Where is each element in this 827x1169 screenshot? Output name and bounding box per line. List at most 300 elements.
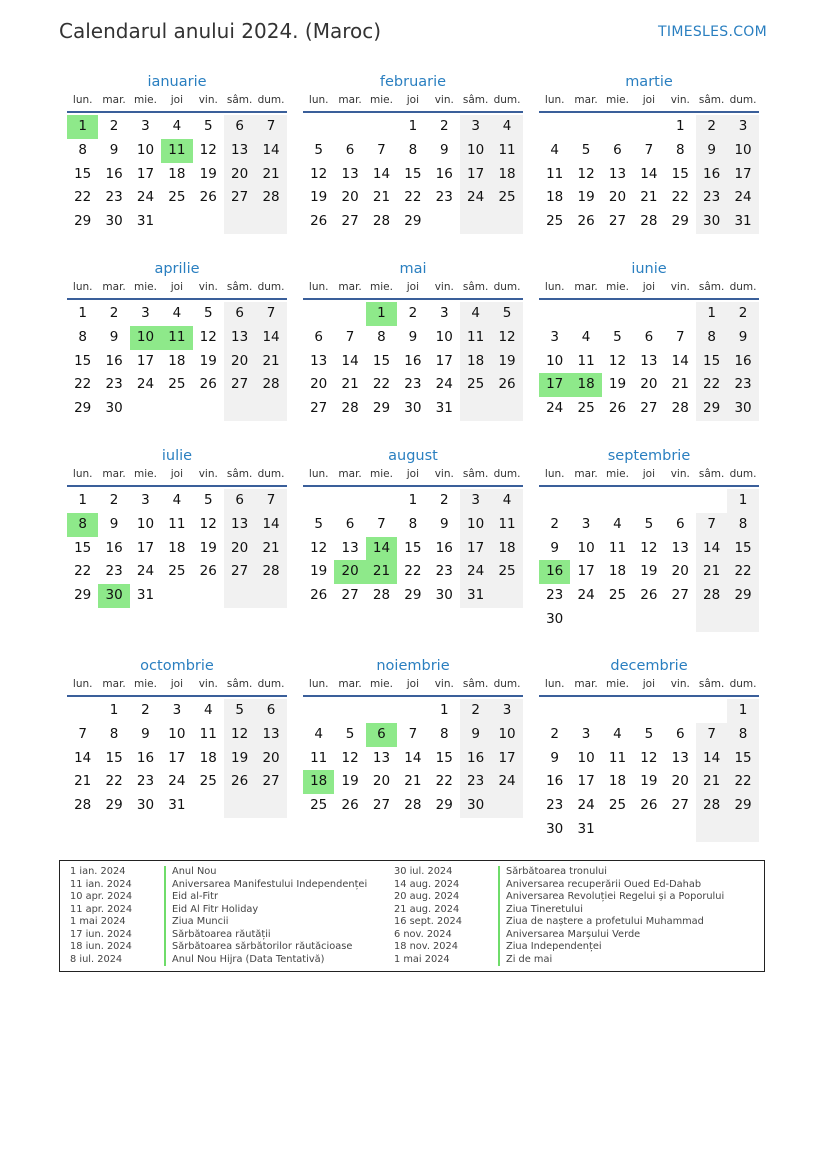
day-cell[interactable]: 1 xyxy=(408,492,418,508)
day-cell[interactable]: 24 xyxy=(460,560,491,584)
day-cell[interactable]: 25 xyxy=(460,373,491,397)
day-cell[interactable]: 3 xyxy=(581,725,591,742)
day-cell[interactable]: 13 xyxy=(341,539,359,556)
day-cell[interactable]: 29 xyxy=(696,397,727,421)
day-cell[interactable]: 3 xyxy=(581,515,591,532)
day-cell[interactable]: 24 xyxy=(435,376,453,393)
day-cell[interactable]: 4 xyxy=(172,305,182,321)
day-cell[interactable]: 7 xyxy=(255,489,286,513)
day-cell[interactable]: 6 xyxy=(613,141,622,158)
day-cell[interactable]: 20 xyxy=(310,376,328,393)
day-cell[interactable]: 16 xyxy=(435,165,453,182)
day-cell[interactable]: 7 xyxy=(377,515,386,532)
day-cell[interactable]: 24 xyxy=(546,400,564,417)
day-cell[interactable]: 26 xyxy=(577,213,595,230)
day-cell[interactable]: 5 xyxy=(224,699,255,723)
day-cell[interactable]: 24 xyxy=(460,186,491,210)
day-cell[interactable]: 21 xyxy=(671,376,689,393)
day-cell[interactable]: 7 xyxy=(345,328,355,345)
day-cell[interactable]: 2 xyxy=(109,492,119,508)
day-cell[interactable]: 10 xyxy=(136,141,155,158)
day-cell[interactable]: 31 xyxy=(727,210,758,234)
day-cell[interactable]: 6 xyxy=(675,515,685,532)
day-cell[interactable]: 11 xyxy=(161,326,192,350)
day-cell[interactable]: 19 xyxy=(640,563,658,580)
day-cell[interactable]: 17 xyxy=(727,163,758,187)
day-cell[interactable]: 20 xyxy=(334,560,365,584)
day-cell[interactable]: 15 xyxy=(727,747,758,771)
day-cell[interactable]: 14 xyxy=(366,537,397,561)
day-cell[interactable]: 10 xyxy=(727,139,758,163)
day-cell[interactable]: 8 xyxy=(439,725,449,742)
day-cell[interactable]: 15 xyxy=(404,165,422,182)
day-cell[interactable]: 28 xyxy=(341,400,359,417)
day-cell[interactable]: 10 xyxy=(546,352,564,369)
day-cell[interactable]: 21 xyxy=(255,350,286,374)
day-cell[interactable]: 26 xyxy=(224,770,255,794)
day-cell[interactable]: 10 xyxy=(460,513,491,537)
day-cell[interactable]: 20 xyxy=(255,747,286,771)
day-cell[interactable]: 20 xyxy=(224,537,255,561)
day-cell[interactable]: 2 xyxy=(408,305,418,321)
day-cell[interactable]: 29 xyxy=(727,584,758,608)
day-cell[interactable]: 16 xyxy=(136,749,155,766)
day-cell[interactable]: 17 xyxy=(577,563,595,580)
day-cell[interactable]: 27 xyxy=(341,587,359,604)
day-cell[interactable]: 26 xyxy=(199,189,217,206)
day-cell[interactable]: 18 xyxy=(491,163,522,187)
day-cell[interactable]: 11 xyxy=(546,165,564,182)
day-cell[interactable]: 16 xyxy=(105,165,123,182)
day-cell[interactable]: 23 xyxy=(435,563,453,580)
day-cell[interactable]: 17 xyxy=(136,539,155,556)
day-cell[interactable]: 2 xyxy=(696,115,727,139)
day-cell[interactable]: 19 xyxy=(310,563,328,580)
day-cell[interactable]: 1 xyxy=(366,302,397,326)
day-cell[interactable]: 21 xyxy=(640,189,658,206)
day-cell[interactable]: 16 xyxy=(404,352,422,369)
day-cell[interactable]: 28 xyxy=(74,797,92,814)
day-cell[interactable]: 13 xyxy=(640,352,658,369)
day-cell[interactable]: 30 xyxy=(136,797,155,814)
day-cell[interactable]: 1 xyxy=(78,492,87,508)
day-cell[interactable]: 3 xyxy=(727,115,758,139)
day-cell[interactable]: 3 xyxy=(141,305,150,321)
day-cell[interactable]: 7 xyxy=(696,513,727,537)
day-cell[interactable]: 2 xyxy=(141,702,150,718)
day-cell[interactable]: 12 xyxy=(640,539,658,556)
day-cell[interactable]: 18 xyxy=(168,165,186,182)
day-cell[interactable]: 27 xyxy=(640,400,658,417)
day-cell[interactable]: 10 xyxy=(136,515,155,532)
day-cell[interactable]: 17 xyxy=(168,749,186,766)
day-cell[interactable]: 9 xyxy=(550,539,559,556)
day-cell[interactable]: 13 xyxy=(341,165,359,182)
day-cell[interactable]: 4 xyxy=(581,328,591,345)
day-cell[interactable]: 9 xyxy=(550,749,559,766)
day-cell[interactable]: 30 xyxy=(460,794,491,818)
day-cell[interactable]: 15 xyxy=(372,352,391,369)
day-cell[interactable]: 4 xyxy=(172,492,182,508)
day-cell[interactable]: 2 xyxy=(727,302,758,326)
day-cell[interactable]: 3 xyxy=(141,492,150,508)
day-cell[interactable]: 27 xyxy=(224,186,255,210)
day-cell[interactable]: 11 xyxy=(161,139,192,163)
day-cell[interactable]: 29 xyxy=(74,400,92,417)
day-cell[interactable]: 10 xyxy=(435,328,453,345)
day-cell[interactable]: 14 xyxy=(671,352,689,369)
day-cell[interactable]: 21 xyxy=(696,560,727,584)
day-cell[interactable]: 4 xyxy=(172,118,182,134)
day-cell[interactable]: 2 xyxy=(109,305,119,321)
day-cell[interactable]: 17 xyxy=(491,747,522,771)
day-cell[interactable]: 26 xyxy=(608,400,627,417)
day-cell[interactable]: 12 xyxy=(608,352,627,369)
day-cell[interactable]: 18 xyxy=(303,770,334,794)
day-cell[interactable]: 16 xyxy=(105,352,123,369)
day-cell[interactable]: 10 xyxy=(130,326,161,350)
day-cell[interactable]: 29 xyxy=(404,213,422,230)
day-cell[interactable]: 31 xyxy=(435,400,453,417)
day-cell[interactable]: 11 xyxy=(460,326,491,350)
day-cell[interactable]: 10 xyxy=(577,749,595,766)
day-cell[interactable]: 8 xyxy=(727,513,758,537)
day-cell[interactable]: 26 xyxy=(341,797,359,814)
day-cell[interactable]: 22 xyxy=(74,189,92,206)
day-cell[interactable]: 7 xyxy=(255,115,286,139)
day-cell[interactable]: 14 xyxy=(255,139,286,163)
day-cell[interactable]: 23 xyxy=(105,189,123,206)
day-cell[interactable]: 21 xyxy=(255,537,286,561)
day-cell[interactable]: 28 xyxy=(372,587,391,604)
day-cell[interactable]: 4 xyxy=(613,725,622,742)
day-cell[interactable]: 16 xyxy=(539,560,570,584)
day-cell[interactable]: 8 xyxy=(696,326,727,350)
day-cell[interactable]: 19 xyxy=(199,539,217,556)
day-cell[interactable]: 5 xyxy=(581,141,591,158)
day-cell[interactable]: 26 xyxy=(199,563,217,580)
day-cell[interactable]: 19 xyxy=(199,165,217,182)
day-cell[interactable]: 29 xyxy=(372,400,391,417)
day-cell[interactable]: 7 xyxy=(78,725,87,742)
day-cell[interactable]: 19 xyxy=(577,189,595,206)
day-cell[interactable]: 13 xyxy=(224,139,255,163)
day-cell[interactable]: 17 xyxy=(539,373,570,397)
day-cell[interactable]: 16 xyxy=(546,773,564,790)
day-cell[interactable]: 27 xyxy=(608,213,627,230)
day-cell[interactable]: 30 xyxy=(98,584,129,608)
day-cell[interactable]: 7 xyxy=(696,723,727,747)
day-cell[interactable]: 19 xyxy=(199,352,217,369)
day-cell[interactable]: 8 xyxy=(78,328,87,345)
day-cell[interactable]: 2 xyxy=(439,118,449,134)
day-cell[interactable]: 16 xyxy=(435,539,453,556)
day-cell[interactable]: 13 xyxy=(671,749,689,766)
day-cell[interactable]: 10 xyxy=(460,139,491,163)
day-cell[interactable]: 22 xyxy=(74,563,92,580)
day-cell[interactable]: 15 xyxy=(74,539,92,556)
day-cell[interactable]: 28 xyxy=(404,797,422,814)
day-cell[interactable]: 5 xyxy=(644,515,654,532)
day-cell[interactable]: 1 xyxy=(67,115,98,139)
day-cell[interactable]: 5 xyxy=(314,141,323,158)
day-cell[interactable]: 17 xyxy=(460,163,491,187)
day-cell[interactable]: 7 xyxy=(644,141,654,158)
day-cell[interactable]: 8 xyxy=(377,328,386,345)
day-cell[interactable]: 9 xyxy=(696,139,727,163)
day-cell[interactable]: 7 xyxy=(255,302,286,326)
day-cell[interactable]: 2 xyxy=(439,492,449,508)
day-cell[interactable]: 9 xyxy=(109,141,119,158)
day-cell[interactable]: 15 xyxy=(74,165,92,182)
day-cell[interactable]: 16 xyxy=(696,163,727,187)
day-cell[interactable]: 26 xyxy=(640,797,658,814)
day-cell[interactable]: 1 xyxy=(439,702,449,718)
day-cell[interactable]: 8 xyxy=(67,513,98,537)
day-cell[interactable]: 21 xyxy=(74,773,92,790)
day-cell[interactable]: 25 xyxy=(168,189,186,206)
day-cell[interactable]: 13 xyxy=(224,513,255,537)
day-cell[interactable]: 4 xyxy=(550,141,559,158)
day-cell[interactable]: 19 xyxy=(491,350,522,374)
day-cell[interactable]: 15 xyxy=(435,749,453,766)
day-cell[interactable]: 27 xyxy=(224,560,255,584)
day-cell[interactable]: 6 xyxy=(224,489,255,513)
day-cell[interactable]: 27 xyxy=(224,373,255,397)
day-cell[interactable]: 28 xyxy=(255,373,286,397)
day-cell[interactable]: 5 xyxy=(613,328,622,345)
day-cell[interactable]: 14 xyxy=(341,352,359,369)
day-cell[interactable]: 18 xyxy=(608,773,627,790)
day-cell[interactable]: 20 xyxy=(608,189,627,206)
day-cell[interactable]: 16 xyxy=(460,747,491,771)
day-cell[interactable]: 12 xyxy=(491,326,522,350)
day-cell[interactable]: 19 xyxy=(310,189,328,206)
day-cell[interactable]: 22 xyxy=(696,373,727,397)
day-cell[interactable]: 22 xyxy=(74,376,92,393)
day-cell[interactable]: 23 xyxy=(435,189,453,206)
day-cell[interactable]: 19 xyxy=(608,376,627,393)
day-cell[interactable]: 3 xyxy=(460,489,491,513)
day-cell[interactable]: 23 xyxy=(696,186,727,210)
day-cell[interactable]: 5 xyxy=(314,515,323,532)
day-cell[interactable]: 29 xyxy=(74,587,92,604)
day-cell[interactable]: 26 xyxy=(310,587,328,604)
day-cell[interactable]: 15 xyxy=(74,352,92,369)
day-cell[interactable]: 4 xyxy=(613,515,622,532)
day-cell[interactable]: 27 xyxy=(671,587,689,604)
day-cell[interactable]: 15 xyxy=(404,539,422,556)
day-cell[interactable]: 23 xyxy=(546,587,564,604)
day-cell[interactable]: 28 xyxy=(255,186,286,210)
day-cell[interactable]: 11 xyxy=(310,749,328,766)
day-cell[interactable]: 17 xyxy=(460,537,491,561)
day-cell[interactable]: 28 xyxy=(696,794,727,818)
day-cell[interactable]: 18 xyxy=(199,749,217,766)
day-cell[interactable]: 11 xyxy=(608,539,627,556)
day-cell[interactable]: 20 xyxy=(224,350,255,374)
day-cell[interactable]: 24 xyxy=(727,186,758,210)
day-cell[interactable]: 8 xyxy=(408,515,418,532)
day-cell[interactable]: 7 xyxy=(377,141,386,158)
day-cell[interactable]: 23 xyxy=(727,373,758,397)
day-cell[interactable]: 3 xyxy=(491,699,522,723)
day-cell[interactable]: 5 xyxy=(203,305,213,321)
day-cell[interactable]: 24 xyxy=(577,797,595,814)
day-cell[interactable]: 25 xyxy=(199,773,217,790)
day-cell[interactable]: 1 xyxy=(109,702,119,718)
day-cell[interactable]: 14 xyxy=(74,749,92,766)
day-cell[interactable]: 30 xyxy=(696,210,727,234)
day-cell[interactable]: 11 xyxy=(491,513,522,537)
day-cell[interactable]: 21 xyxy=(372,189,391,206)
day-cell[interactable]: 9 xyxy=(439,141,449,158)
day-cell[interactable]: 8 xyxy=(109,725,119,742)
day-cell[interactable]: 12 xyxy=(577,165,595,182)
day-cell[interactable]: 20 xyxy=(224,163,255,187)
day-cell[interactable]: 9 xyxy=(727,326,758,350)
day-cell[interactable]: 12 xyxy=(640,749,658,766)
day-cell[interactable]: 3 xyxy=(172,702,182,718)
day-cell[interactable]: 25 xyxy=(168,376,186,393)
day-cell[interactable]: 27 xyxy=(671,797,689,814)
day-cell[interactable]: 20 xyxy=(372,773,391,790)
day-cell[interactable]: 22 xyxy=(404,563,422,580)
day-cell[interactable]: 11 xyxy=(168,515,186,532)
day-cell[interactable]: 21 xyxy=(341,376,359,393)
day-cell[interactable]: 13 xyxy=(608,165,627,182)
day-cell[interactable]: 5 xyxy=(644,725,654,742)
day-cell[interactable]: 8 xyxy=(408,141,418,158)
day-cell[interactable]: 28 xyxy=(255,560,286,584)
day-cell[interactable]: 22 xyxy=(727,770,758,794)
day-cell[interactable]: 12 xyxy=(199,141,217,158)
day-cell[interactable]: 18 xyxy=(570,373,601,397)
day-cell[interactable]: 3 xyxy=(550,328,559,345)
day-cell[interactable]: 14 xyxy=(372,165,391,182)
day-cell[interactable]: 25 xyxy=(168,563,186,580)
day-cell[interactable]: 30 xyxy=(546,820,564,837)
day-cell[interactable]: 9 xyxy=(439,515,449,532)
day-cell[interactable]: 30 xyxy=(546,610,564,627)
day-cell[interactable]: 23 xyxy=(105,376,123,393)
day-cell[interactable]: 11 xyxy=(608,749,627,766)
day-cell[interactable]: 22 xyxy=(435,773,453,790)
day-cell[interactable]: 4 xyxy=(491,115,522,139)
day-cell[interactable]: 26 xyxy=(199,376,217,393)
day-cell[interactable]: 30 xyxy=(105,213,123,230)
day-cell[interactable]: 30 xyxy=(727,397,758,421)
day-cell[interactable]: 18 xyxy=(491,537,522,561)
day-cell[interactable]: 29 xyxy=(727,794,758,818)
day-cell[interactable]: 14 xyxy=(640,165,658,182)
day-cell[interactable]: 19 xyxy=(341,773,359,790)
day-cell[interactable]: 14 xyxy=(255,513,286,537)
day-cell[interactable]: 6 xyxy=(314,328,323,345)
day-cell[interactable]: 15 xyxy=(671,165,689,182)
day-cell[interactable]: 15 xyxy=(105,749,123,766)
day-cell[interactable]: 4 xyxy=(460,302,491,326)
brand-link[interactable]: TIMESLES.COM xyxy=(658,24,767,40)
day-cell[interactable]: 7 xyxy=(675,328,685,345)
day-cell[interactable]: 30 xyxy=(435,587,453,604)
day-cell[interactable]: 8 xyxy=(78,141,87,158)
day-cell[interactable]: 30 xyxy=(404,400,422,417)
day-cell[interactable]: 25 xyxy=(310,797,328,814)
day-cell[interactable]: 24 xyxy=(491,770,522,794)
day-cell[interactable]: 12 xyxy=(199,328,217,345)
day-cell[interactable]: 20 xyxy=(671,773,689,790)
day-cell[interactable]: 13 xyxy=(224,326,255,350)
day-cell[interactable]: 18 xyxy=(546,189,564,206)
day-cell[interactable]: 29 xyxy=(404,587,422,604)
day-cell[interactable]: 23 xyxy=(136,773,155,790)
day-cell[interactable]: 14 xyxy=(255,326,286,350)
day-cell[interactable]: 11 xyxy=(491,139,522,163)
day-cell[interactable]: 12 xyxy=(199,515,217,532)
day-cell[interactable]: 17 xyxy=(435,352,453,369)
day-cell[interactable]: 6 xyxy=(345,141,355,158)
day-cell[interactable]: 11 xyxy=(199,725,217,742)
day-cell[interactable]: 25 xyxy=(608,797,627,814)
day-cell[interactable]: 13 xyxy=(372,749,391,766)
day-cell[interactable]: 17 xyxy=(136,352,155,369)
day-cell[interactable]: 24 xyxy=(136,563,155,580)
day-cell[interactable]: 18 xyxy=(168,539,186,556)
day-cell[interactable]: 14 xyxy=(696,537,727,561)
day-cell[interactable]: 28 xyxy=(372,213,391,230)
day-cell[interactable]: 2 xyxy=(109,118,119,134)
day-cell[interactable]: 4 xyxy=(314,725,323,742)
day-cell[interactable]: 8 xyxy=(727,723,758,747)
day-cell[interactable]: 16 xyxy=(727,350,758,374)
day-cell[interactable]: 5 xyxy=(491,302,522,326)
day-cell[interactable]: 27 xyxy=(341,213,359,230)
day-cell[interactable]: 1 xyxy=(727,699,758,723)
day-cell[interactable]: 10 xyxy=(168,725,186,742)
day-cell[interactable]: 18 xyxy=(460,350,491,374)
day-cell[interactable]: 21 xyxy=(696,770,727,794)
day-cell[interactable]: 15 xyxy=(727,537,758,561)
day-cell[interactable]: 26 xyxy=(640,587,658,604)
day-cell[interactable]: 25 xyxy=(491,186,522,210)
day-cell[interactable]: 2 xyxy=(460,699,491,723)
day-cell[interactable]: 28 xyxy=(696,584,727,608)
day-cell[interactable]: 3 xyxy=(460,115,491,139)
day-cell[interactable]: 22 xyxy=(372,376,391,393)
day-cell[interactable]: 9 xyxy=(408,328,418,345)
day-cell[interactable]: 31 xyxy=(460,584,491,608)
day-cell[interactable]: 21 xyxy=(404,773,422,790)
day-cell[interactable]: 5 xyxy=(345,725,355,742)
day-cell[interactable]: 1 xyxy=(408,118,418,134)
day-cell[interactable]: 17 xyxy=(577,773,595,790)
day-cell[interactable]: 15 xyxy=(696,350,727,374)
day-cell[interactable]: 29 xyxy=(105,797,123,814)
day-cell[interactable]: 29 xyxy=(435,797,453,814)
day-cell[interactable]: 21 xyxy=(255,163,286,187)
day-cell[interactable]: 18 xyxy=(608,563,627,580)
day-cell[interactable]: 18 xyxy=(168,352,186,369)
day-cell[interactable]: 29 xyxy=(74,213,92,230)
day-cell[interactable]: 24 xyxy=(136,189,155,206)
day-cell[interactable]: 22 xyxy=(105,773,123,790)
day-cell[interactable]: 6 xyxy=(224,302,255,326)
day-cell[interactable]: 6 xyxy=(255,699,286,723)
day-cell[interactable]: 24 xyxy=(136,376,155,393)
day-cell[interactable]: 3 xyxy=(141,118,150,134)
day-cell[interactable]: 1 xyxy=(727,489,758,513)
